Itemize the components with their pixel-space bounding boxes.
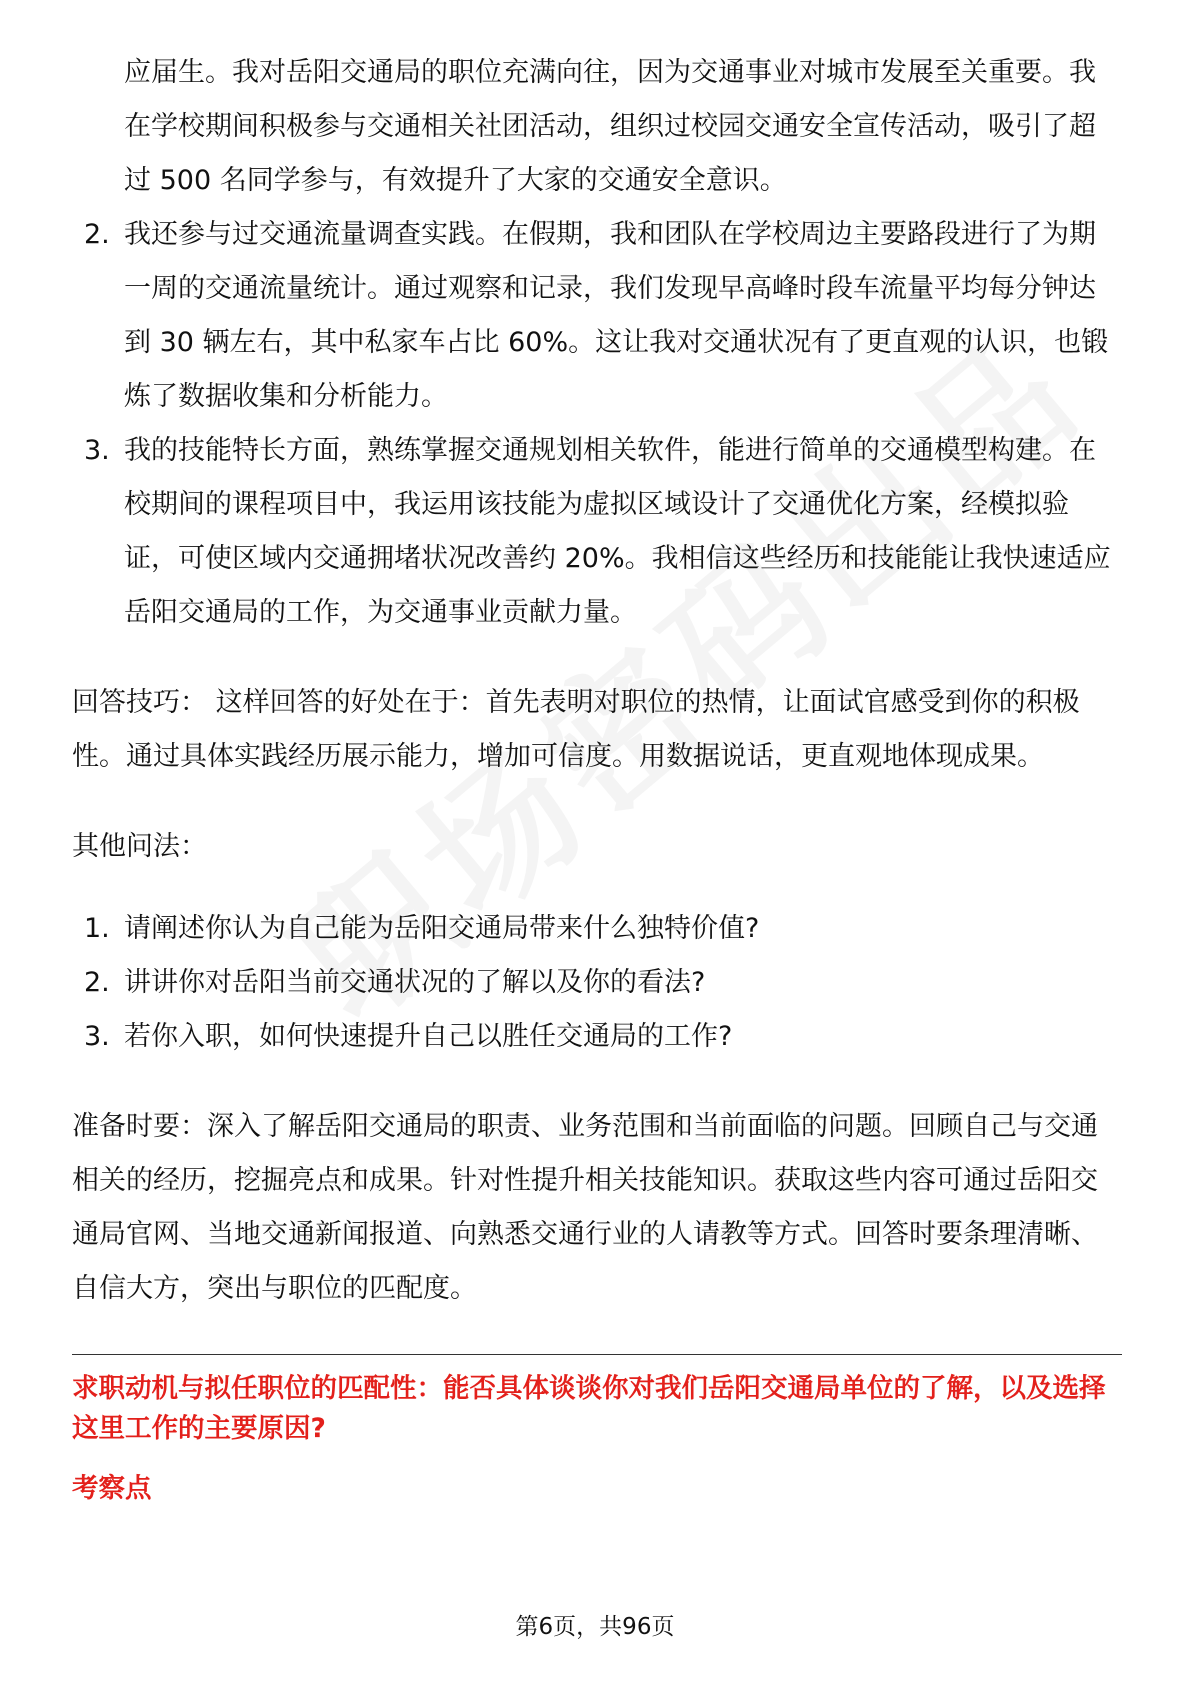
other-questions-list: [72, 902, 1122, 1064]
list-item: [72, 956, 1122, 1010]
list-item: [72, 424, 1122, 640]
list-number: 2.: [84, 967, 110, 998]
list-item-text: 我的技能特长方面，熟练掌握交通规划相关软件，能进行简单的交通模型构建。在校期间的课程项目中，我运用该技能为虚拟区域设计了交通优化方案，经模拟验证，可使区域内交通拥堵状况改善约 20%。我相信这些经历和技能能让我快速适应岳阳交通局的工作，为交通事业贡献力量。: [124, 435, 1111, 628]
answer-list: [72, 46, 1122, 640]
preparation-advice: 准备时要：深入了解岳阳交通局的职责、业务范围和当前面临的问题。回顾自己与交通相关的经历，挖掘亮点和成果。针对性提升相关技能知识。获取这些内容可通过岳阳交通局官网、当地交通新闻报道、向熟悉交通行业的人请教等方式。回答时要条理清晰、自信大方，突出与职位的匹配度。: [72, 1111, 1098, 1304]
list-item-text: 应届生。我对岳阳交通局的职位充满向往，因为交通事业对城市发展至关重要。我在学校期间积极参与交通相关社团活动，组织过校园交通安全宣传活动，吸引了超过 500 名同学参与，有效提升了大家的交通安全意识。: [124, 57, 1096, 196]
other-questions-title: 其他问法：: [72, 831, 207, 862]
page-footer: 第6页，共96页: [515, 1614, 675, 1640]
list-number: 3.: [84, 1021, 110, 1052]
list-item-continuation: [72, 46, 1122, 208]
next-question-heading: 求职动机与拟任职位的匹配性：能否具体谈谈你对我们岳阳交通局单位的了解，以及选择这里工作的主要原因?: [72, 1373, 1106, 1444]
list-item-text: 请阐述你认为自己能为岳阳交通局带来什么独特价值?: [124, 913, 760, 944]
document-body: [72, 46, 1122, 1509]
list-item: [72, 208, 1122, 424]
list-number: 1.: [84, 913, 110, 944]
list-item: [72, 902, 1122, 956]
section-divider: [72, 1354, 1122, 1355]
list-number: 2.: [84, 219, 110, 250]
list-item-text: 我还参与过交通流量调查实践。在假期，我和团队在学校周边主要路段进行了为期一周的交通流量统计。通过观察和记录，我们发现早高峰时段车流量平均每分钟达到 30 辆左右，其中私家车占比 60%。这让我对交通状况有了更直观的认识，也锻炼了数据收集和分析能力。: [124, 219, 1109, 412]
list-item-text: 讲讲你对岳阳当前交通状况的了解以及你的看法?: [124, 967, 706, 998]
list-item-text: 若你入职，如何快速提升自己以胜任交通局的工作?: [124, 1021, 733, 1052]
answer-tips: 回答技巧： 这样回答的好处在于：首先表明对职位的热情，让面试官感受到你的积极性。通过具体实践经历展示能力，增加可信度。用数据说话，更直观地体现成果。: [72, 687, 1080, 772]
list-number: 3.: [84, 435, 110, 466]
list-item: [72, 1010, 1122, 1064]
section-label: 考察点: [72, 1473, 152, 1504]
